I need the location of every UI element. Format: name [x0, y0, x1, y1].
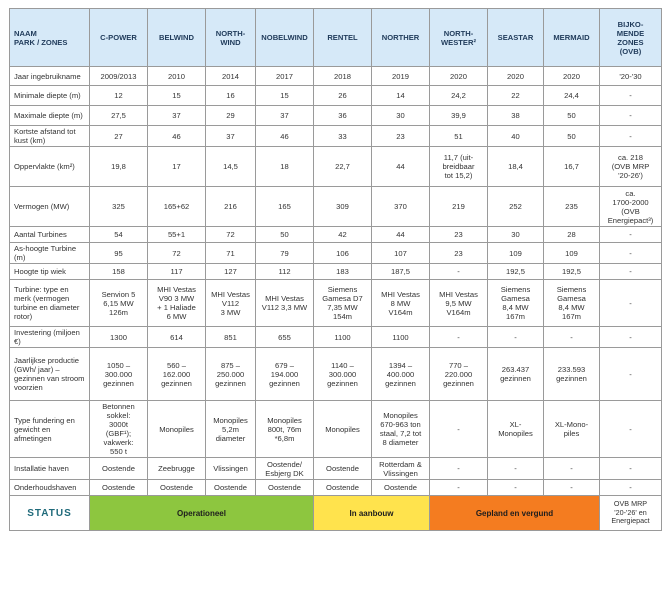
table-row [10, 280, 662, 327]
table-row [10, 227, 662, 243]
table-cell: Monopiles 670-963 ton staal, 7,2 tot 8 diameter [372, 401, 430, 458]
row-label: Jaar ingebruikname [10, 67, 90, 86]
header-row [10, 9, 662, 67]
table-cell: 16,7 [544, 147, 600, 187]
header-park: RENTEL [314, 9, 372, 67]
header-park-name: NAAM PARK / ZONES [10, 9, 90, 67]
table-cell: 1050 – 300.000 gezinnen [90, 348, 148, 401]
table-cell: 235 [544, 187, 600, 227]
table-cell: 252 [488, 187, 544, 227]
row-label: Type fundering en gewicht en afmetingen [10, 401, 90, 458]
table-cell: 27,5 [90, 106, 148, 126]
status-planned: Gepland en vergund [430, 496, 600, 531]
row-label: Minimale diepte (m) [10, 86, 90, 106]
table-cell: 30 [372, 106, 430, 126]
table-cell: 109 [488, 243, 544, 264]
table-cell: Zeebrugge [148, 458, 206, 480]
table-cell: - [430, 401, 488, 458]
table-cell: 37 [256, 106, 314, 126]
table-cell: 263.437 gezinnen [488, 348, 544, 401]
windparks-table [9, 8, 662, 531]
table-cell: 117 [148, 264, 206, 280]
header-park: MERMAID [544, 9, 600, 67]
table-cell: - [544, 458, 600, 480]
status-zones: OVB MRP '20-'26' en Energiepact [600, 496, 662, 531]
table-cell: - [600, 280, 662, 327]
table-cell: 165+62 [148, 187, 206, 227]
table-cell: 28 [544, 227, 600, 243]
table-cell: 183 [314, 264, 372, 280]
table-row [10, 126, 662, 147]
table-cell: Oostende [372, 480, 430, 496]
table-cell: - [600, 348, 662, 401]
table-cell: 2017 [256, 67, 314, 86]
table-row [10, 86, 662, 106]
table-row [10, 147, 662, 187]
header-park: BELWIND [148, 9, 206, 67]
row-label: Installatie haven [10, 458, 90, 480]
table-cell: Senvion 5 6,15 MW 126m [90, 280, 148, 327]
table-row [10, 458, 662, 480]
table-cell: 165 [256, 187, 314, 227]
table-cell: - [600, 86, 662, 106]
table-cell: - [430, 480, 488, 496]
table-cell: 29 [206, 106, 256, 126]
header-park: SEASTAR [488, 9, 544, 67]
table-cell: - [600, 458, 662, 480]
table-cell: 2014 [206, 67, 256, 86]
table-cell: - [600, 106, 662, 126]
table-cell: 44 [372, 147, 430, 187]
table-cell: 14 [372, 86, 430, 106]
table-cell: MHI Vestas V112 3 MW [206, 280, 256, 327]
table-cell: 15 [256, 86, 314, 106]
status-operational: Operationeel [90, 496, 314, 531]
table-cell: - [488, 480, 544, 496]
row-label: Onderhoudshaven [10, 480, 90, 496]
table-cell: 15 [148, 86, 206, 106]
table-cell: MHI Vestas V112 3,3 MW [256, 280, 314, 327]
table-cell: 655 [256, 327, 314, 348]
table-cell: 875 – 250.000 gezinnen [206, 348, 256, 401]
table-cell: MHI Vestas 9,5 MW V164m [430, 280, 488, 327]
table-cell: 27 [90, 126, 148, 147]
table-cell: 112 [256, 264, 314, 280]
header-park: C-POWER [90, 9, 148, 67]
table-cell: 72 [206, 227, 256, 243]
table-cell: 770 – 220.000 gezinnen [430, 348, 488, 401]
table-cell: MHI Vestas V90 3 MW + 1 Haliade 6 MW [148, 280, 206, 327]
table-cell: 50 [544, 126, 600, 147]
table-row [10, 480, 662, 496]
table-cell: 11,7 (uit- breidbaar tot 15,2) [430, 147, 488, 187]
row-label: Investering (miljoen €) [10, 327, 90, 348]
table-cell: Monopiles [148, 401, 206, 458]
header-park: NORTHER [372, 9, 430, 67]
table-cell: - [488, 458, 544, 480]
table-cell: 107 [372, 243, 430, 264]
table-cell: 127 [206, 264, 256, 280]
table-row [10, 187, 662, 227]
table-cell: Oostende [206, 480, 256, 496]
table-cell: 30 [488, 227, 544, 243]
table-cell: - [600, 227, 662, 243]
table-cell: 679 – 194.000 gezinnen [256, 348, 314, 401]
table-cell: 233.593 gezinnen [544, 348, 600, 401]
table-cell: 325 [90, 187, 148, 227]
table-cell: 2009/2013 [90, 67, 148, 86]
table-cell: - [600, 264, 662, 280]
status-row-group [10, 496, 662, 531]
table-cell: 54 [90, 227, 148, 243]
table-cell: 216 [206, 187, 256, 227]
header-park: NORTH- WIND [206, 9, 256, 67]
table-cell: 46 [256, 126, 314, 147]
table-cell: 22 [488, 86, 544, 106]
table-row [10, 401, 662, 458]
table-cell: - [600, 327, 662, 348]
table-cell: - [430, 327, 488, 348]
status-row [10, 496, 662, 531]
table-cell: - [600, 243, 662, 264]
row-label: Aantal Turbines [10, 227, 90, 243]
table-cell: XL- Monopiles [488, 401, 544, 458]
table-cell: 614 [148, 327, 206, 348]
table-cell: 2020 [430, 67, 488, 86]
header-park: NORTH- WESTER² [430, 9, 488, 67]
table-cell: Siemens Gamesa D7 7,35 MW 154m [314, 280, 372, 327]
table-cell: 71 [206, 243, 256, 264]
row-label: Oppervlakte (km²) [10, 147, 90, 187]
table-cell: 17 [148, 147, 206, 187]
table-cell: - [488, 327, 544, 348]
table-cell: 50 [256, 227, 314, 243]
table-cell: 22,7 [314, 147, 372, 187]
table-row [10, 106, 662, 126]
row-label: Maximale diepte (m) [10, 106, 90, 126]
row-label: Turbine: type en merk (vermogen turbine en diameter rotor) [10, 280, 90, 327]
header-park: NOBELWIND [256, 9, 314, 67]
table-cell: 309 [314, 187, 372, 227]
table-row [10, 67, 662, 86]
table-row [10, 327, 662, 348]
table-cell: 50 [544, 106, 600, 126]
table-cell: 1100 [314, 327, 372, 348]
table-cell: 1140 – 300.000 gezinnen [314, 348, 372, 401]
table-cell: 72 [148, 243, 206, 264]
row-label: Jaarlijkse productie (GWh/ jaar) – gezinnen van stroom voorzien [10, 348, 90, 401]
table-cell: 26 [314, 86, 372, 106]
table-cell: Siemens Gamesa 8,4 MW 167m [488, 280, 544, 327]
table-cell: 2019 [372, 67, 430, 86]
table-cell: 24,2 [430, 86, 488, 106]
table-cell: Oostende [256, 480, 314, 496]
table-cell: ca. 1700-2000 (OVB Energiepact³) [600, 187, 662, 227]
table-cell: 106 [314, 243, 372, 264]
table-cell: 23 [430, 227, 488, 243]
table-cell: 38 [488, 106, 544, 126]
table-cell: 95 [90, 243, 148, 264]
table-cell: 18,4 [488, 147, 544, 187]
table-body [10, 67, 662, 496]
table-cell: - [544, 327, 600, 348]
table-cell: Oostende/ Esbjerg DK [256, 458, 314, 480]
row-label: As-hoogte Turbine (m) [10, 243, 90, 264]
table-cell: - [430, 264, 488, 280]
table-cell: Rotterdam & Vlissingen [372, 458, 430, 480]
table-cell: 40 [488, 126, 544, 147]
table-cell: MHI Vestas 8 MW V164m [372, 280, 430, 327]
table-cell: 18 [256, 147, 314, 187]
table-cell: 1300 [90, 327, 148, 348]
table-cell: Monopiles [314, 401, 372, 458]
table-cell: 109 [544, 243, 600, 264]
table-cell: 19,8 [90, 147, 148, 187]
table-cell: 36 [314, 106, 372, 126]
table-cell: 51 [430, 126, 488, 147]
table-cell: 2020 [544, 67, 600, 86]
table-cell: Oostende [90, 458, 148, 480]
table-cell: Betonnen sokkel: 3000t (GBF¹); vakwerk: 550 t [90, 401, 148, 458]
table-cell: 192,5 [488, 264, 544, 280]
row-label: Kortste afstand tot kust (km) [10, 126, 90, 147]
table-cell: Monopiles 800t, 76m *6,8m [256, 401, 314, 458]
table-cell: 37 [206, 126, 256, 147]
table-cell: Vlissingen [206, 458, 256, 480]
row-label: Hoogte tip wiek [10, 264, 90, 280]
table-cell: ca. 218 (OVB MRP '20-26') [600, 147, 662, 187]
table-cell: 23 [372, 126, 430, 147]
table-cell: 219 [430, 187, 488, 227]
table-cell: 2018 [314, 67, 372, 86]
table-cell: Oostende [314, 480, 372, 496]
table-cell: '20-'30 [600, 67, 662, 86]
table-cell: 16 [206, 86, 256, 106]
table-cell: 370 [372, 187, 430, 227]
table-cell: 79 [256, 243, 314, 264]
table-cell: 33 [314, 126, 372, 147]
table-cell: - [430, 458, 488, 480]
table-cell: 2010 [148, 67, 206, 86]
table-row [10, 348, 662, 401]
table-cell: - [600, 480, 662, 496]
table-cell: - [600, 126, 662, 147]
header-park: BIJKO- MENDE ZONES (OVB) [600, 9, 662, 67]
table-cell: Oostende [90, 480, 148, 496]
table-cell: - [544, 480, 600, 496]
table-cell: 192,5 [544, 264, 600, 280]
table-cell: - [600, 401, 662, 458]
table-cell: 24,4 [544, 86, 600, 106]
table-cell: XL-Mono- piles [544, 401, 600, 458]
status-under-construction: In aanbouw [314, 496, 430, 531]
table-row [10, 243, 662, 264]
table-cell: 560 – 162.000 gezinnen [148, 348, 206, 401]
table-cell: 14,5 [206, 147, 256, 187]
table-cell: 158 [90, 264, 148, 280]
table-header [10, 9, 662, 67]
table-cell: 23 [430, 243, 488, 264]
table-cell: 1394 – 400.000 gezinnen [372, 348, 430, 401]
table-cell: 42 [314, 227, 372, 243]
table-cell: Oostende [148, 480, 206, 496]
table-cell: 187,5 [372, 264, 430, 280]
table-cell: 12 [90, 86, 148, 106]
row-label: Vermogen (MW) [10, 187, 90, 227]
table-cell: Monopiles 5,2m diameter [206, 401, 256, 458]
status-label: STATUS [10, 496, 90, 531]
table-cell: 37 [148, 106, 206, 126]
table-cell: Oostende [314, 458, 372, 480]
table-cell: 55+1 [148, 227, 206, 243]
table-cell: 44 [372, 227, 430, 243]
table-cell: Siemens Gamesa 8,4 MW 167m [544, 280, 600, 327]
table-cell: 2020 [488, 67, 544, 86]
table-cell: 39,9 [430, 106, 488, 126]
table-cell: 1100 [372, 327, 430, 348]
table-row [10, 264, 662, 280]
table-cell: 46 [148, 126, 206, 147]
table-cell: 851 [206, 327, 256, 348]
